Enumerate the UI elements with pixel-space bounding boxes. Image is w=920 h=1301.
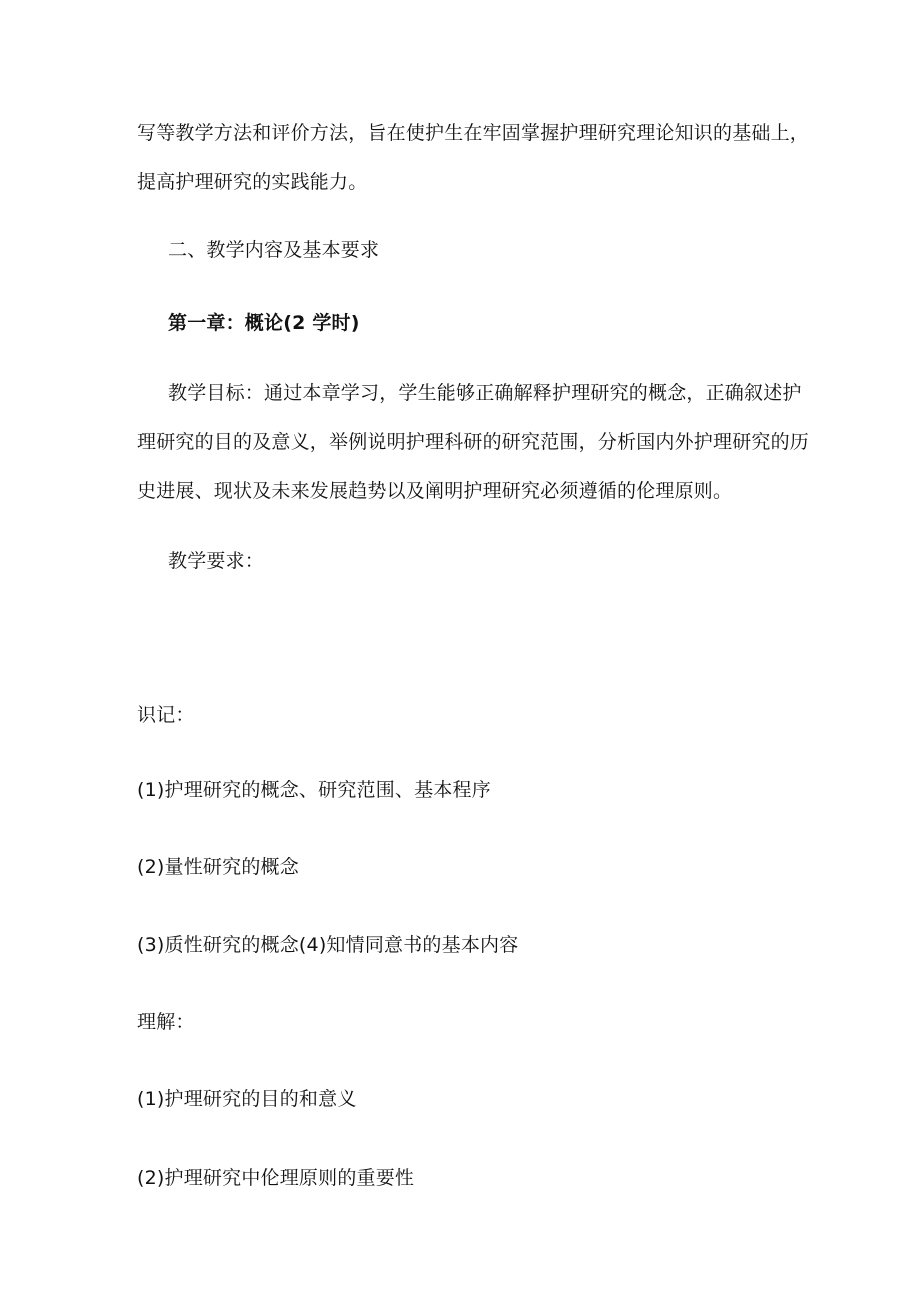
memorize-item-2: (2)量性研究的概念 [137, 856, 299, 878]
memorize-item-1: (1)护理研究的概念、研究范围、基本程序 [137, 779, 491, 801]
memorize-label: 识记： [137, 704, 195, 726]
memorize-item-3: (3)质性研究的概念(4)知情同意书的基本内容 [137, 934, 519, 956]
objectives-line-1: 教学目标：通过本章学习，学生能够正确解释护理研究的概念，正确叙述护 [168, 382, 802, 404]
section-heading: 二、教学内容及基本要求 [168, 239, 380, 261]
understand-label: 理解： [137, 1011, 195, 1033]
requirements-label: 教学要求： [168, 550, 265, 572]
understand-item-2: (2)护理研究中伦理原则的重要性 [137, 1167, 415, 1189]
intro-line-1: 写等教学方法和评价方法，旨在使护生在牢固掌握护理研究理论知识的基础上， [137, 122, 810, 144]
objectives-line-2: 理研究的目的及意义，举例说明护理科研的研究范围，分析国内外护理研究的历 [137, 431, 810, 453]
intro-line-2: 提高护理研究的实践能力。 [137, 171, 368, 193]
chapter-heading: 第一章：概论(2 学时) [168, 312, 360, 334]
understand-item-1: (1)护理研究的目的和意义 [137, 1088, 357, 1110]
objectives-line-3: 史进展、现状及未来发展趋势以及阐明护理研究必须遵循的伦理原则。 [137, 480, 733, 502]
